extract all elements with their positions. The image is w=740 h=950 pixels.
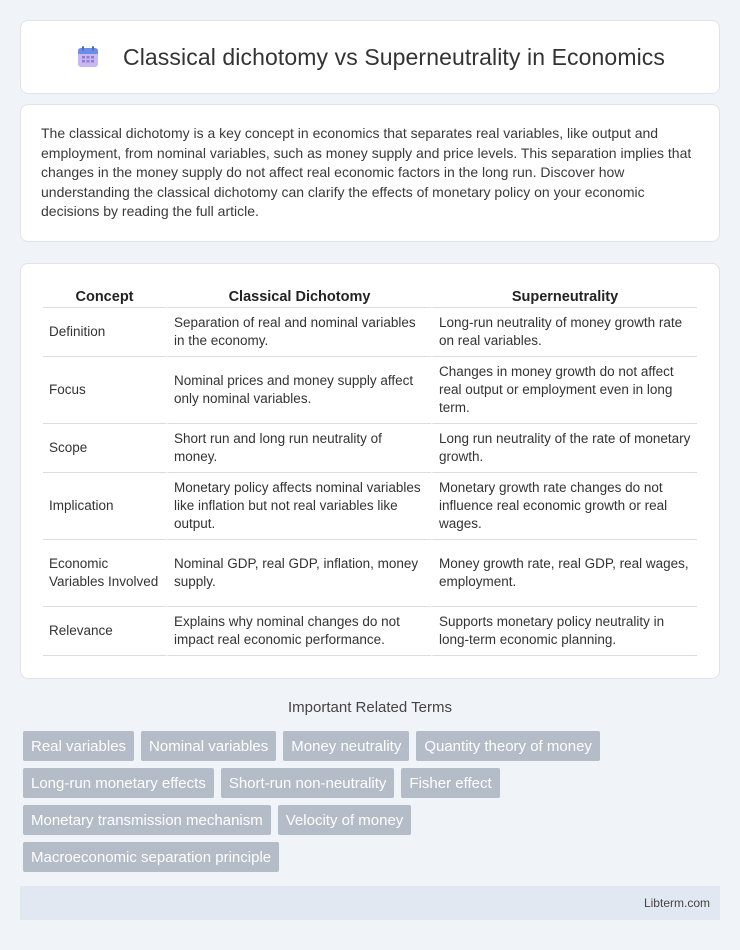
row-superneutrality: Long-run neutrality of money growth rate on real variables. xyxy=(431,308,697,357)
related-term-tag[interactable]: Nominal variables xyxy=(141,731,276,761)
row-concept: Relevance xyxy=(43,607,166,656)
related-term-tag[interactable]: Money neutrality xyxy=(283,731,409,761)
tag-row xyxy=(23,731,723,761)
row-classical: Separation of real and nominal variables in the economy. xyxy=(166,308,431,357)
calendar-icon xyxy=(75,44,101,70)
footer-site-link[interactable]: Libterm.com xyxy=(643,896,710,910)
related-term-tag[interactable]: Velocity of money xyxy=(278,805,412,835)
table-row xyxy=(43,308,697,357)
row-concept: Definition xyxy=(43,308,166,357)
intro-text: The classical dichotomy is a key concept in economics that separates real variables, like output and employment, from nominal variables, such as money supply and price levels. This separation implies that changes in the money supply do not affect real economic factors in the long run. Discover how understanding the classical dichotomy can clarify the effects of monetary policy on your economic decisions by reading the full article. xyxy=(41,125,692,219)
related-term-tag[interactable]: Macroeconomic separation principle xyxy=(23,842,279,872)
table-header-row xyxy=(43,284,697,308)
column-header: Concept xyxy=(43,284,166,308)
row-concept: Scope xyxy=(43,424,166,473)
row-classical: Short run and long run neutrality of money. xyxy=(166,424,431,473)
row-superneutrality: Monetary growth rate changes do not influence real economic growth or real wages. xyxy=(431,473,697,540)
related-term-tag[interactable]: Monetary transmission mechanism xyxy=(23,805,271,835)
related-terms-title: Important Related Terms xyxy=(288,699,452,716)
related-terms-list xyxy=(23,731,723,879)
row-classical: Nominal GDP, real GDP, inflation, money supply. xyxy=(166,540,431,607)
row-classical: Explains why nominal changes do not impact real economic performance. xyxy=(166,607,431,656)
table-row xyxy=(43,357,697,424)
tag-row xyxy=(23,842,723,872)
row-superneutrality: Changes in money growth do not affect real output or employment even in long term. xyxy=(431,357,697,424)
header-card xyxy=(20,20,720,94)
row-classical: Nominal prices and money supply affect only nominal variables. xyxy=(166,357,431,424)
table-row xyxy=(43,473,697,540)
table-row xyxy=(43,540,697,607)
column-header: Superneutrality xyxy=(431,284,697,308)
row-superneutrality: Long run neutrality of the rate of monetary growth. xyxy=(431,424,697,473)
row-superneutrality: Money growth rate, real GDP, real wages, employment. xyxy=(431,540,697,607)
comparison-table-card xyxy=(20,263,720,679)
column-header: Classical Dichotomy xyxy=(166,284,431,308)
tag-row xyxy=(23,805,723,835)
related-term-tag[interactable]: Real variables xyxy=(23,731,134,761)
table-row xyxy=(43,607,697,656)
intro-card xyxy=(20,104,720,242)
comparison-table xyxy=(43,284,697,656)
table-row xyxy=(43,424,697,473)
related-term-tag[interactable]: Quantity theory of money xyxy=(416,731,600,761)
footer xyxy=(20,886,720,920)
related-term-tag[interactable]: Fisher effect xyxy=(401,768,499,798)
page-title: Classical dichotomy vs Superneutrality in Economics xyxy=(123,43,665,70)
related-term-tag[interactable]: Short-run non-neutrality xyxy=(221,768,395,798)
row-classical: Monetary policy affects nominal variables like inflation but not real variables like output. xyxy=(166,473,431,540)
row-concept: Economic Variables Involved xyxy=(43,540,166,607)
row-concept: Focus xyxy=(43,357,166,424)
tag-row xyxy=(23,768,723,798)
row-concept: Implication xyxy=(43,473,166,540)
row-superneutrality: Supports monetary policy neutrality in long-term economic planning. xyxy=(431,607,697,656)
related-term-tag[interactable]: Long-run monetary effects xyxy=(23,768,214,798)
